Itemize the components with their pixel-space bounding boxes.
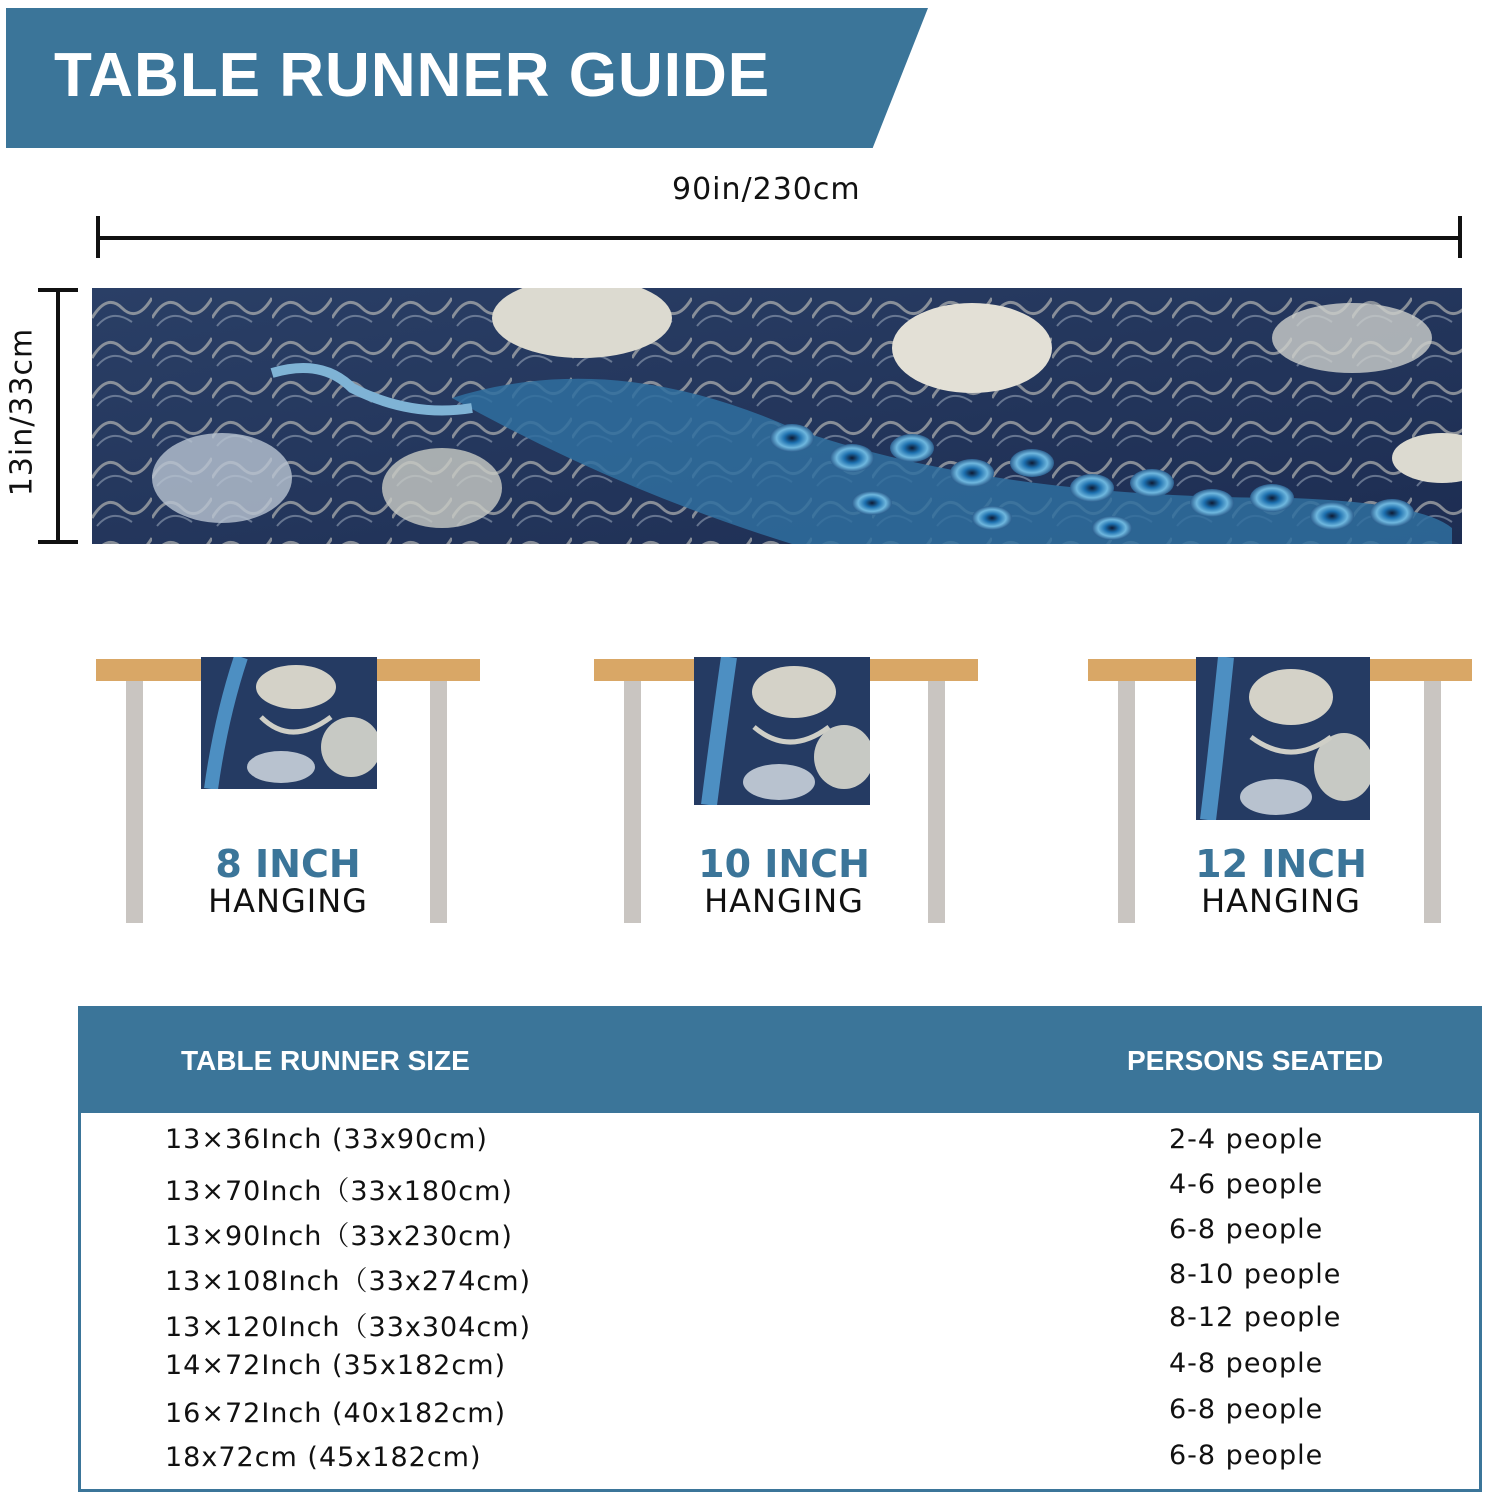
runner-pattern-image [92,288,1462,544]
width-dimension-cap-left [96,216,100,258]
width-dimension-label: 90in/230cm [672,172,861,207]
size-table [78,1006,1482,1492]
table-row-size: 13×120Inch（33x304cm) [165,1312,532,1343]
table-row-persons: 8-12 people [1169,1302,1342,1333]
table-row-size: 16×72Inch (40x182cm) [165,1398,507,1429]
size-table-header [81,1009,1479,1113]
peacock-pattern [92,288,1462,544]
width-dimension-cap-right [1458,216,1462,258]
width-dimension-line [96,236,1462,240]
hanging-size-12-inch: 12 INCH [1195,842,1367,886]
table-row-size: 13×108Inch（33x274cm) [165,1266,532,1297]
table-row-persons: 2-4 people [1169,1124,1324,1155]
height-dimension-label: 13in/33cm [4,327,40,497]
hanging-size-8-inch: 8 INCH [215,842,361,886]
column-header-size: TABLE RUNNER SIZE [181,1045,470,1076]
hanging-size-10-inch: 10 INCH [698,842,870,886]
hanging-label-8-inch: HANGING [208,882,368,920]
height-dimension-line [56,288,60,544]
table-row-persons: 8-10 people [1169,1259,1342,1290]
height-dimension-cap-bottom [38,540,78,544]
table-row-persons: 4-8 people [1169,1348,1324,1379]
table-row-persons: 4-6 people [1169,1169,1324,1200]
table-row-size: 18x72cm (45x182cm) [165,1442,482,1473]
table-row-persons: 6-8 people [1169,1214,1324,1245]
page-title: TABLE RUNNER GUIDE [54,41,771,110]
table-row-size: 14×72Inch (35x182cm) [165,1350,507,1381]
runner-drape-pattern [1196,657,1370,820]
column-header-persons: PERSONS SEATED [1127,1045,1384,1076]
hanging-runner-8-inch [201,657,377,789]
table-row-persons: 6-8 people [1169,1440,1324,1471]
hanging-label-12-inch: HANGING [1201,882,1361,920]
table-row-persons: 6-8 people [1169,1394,1324,1425]
hanging-label-10-inch: HANGING [704,882,864,920]
table-row-size: 13×36Inch (33x90cm) [165,1124,488,1155]
runner-drape-pattern [694,657,870,805]
table-row-size: 13×90Inch（33x230cm) [165,1221,513,1252]
hanging-runner-10-inch [694,657,870,805]
table-row-size: 13×70Inch（33x180cm) [165,1176,513,1207]
hanging-runner-12-inch [1196,657,1370,820]
runner-drape-pattern [201,657,377,789]
height-dimension-cap-top [38,288,78,292]
